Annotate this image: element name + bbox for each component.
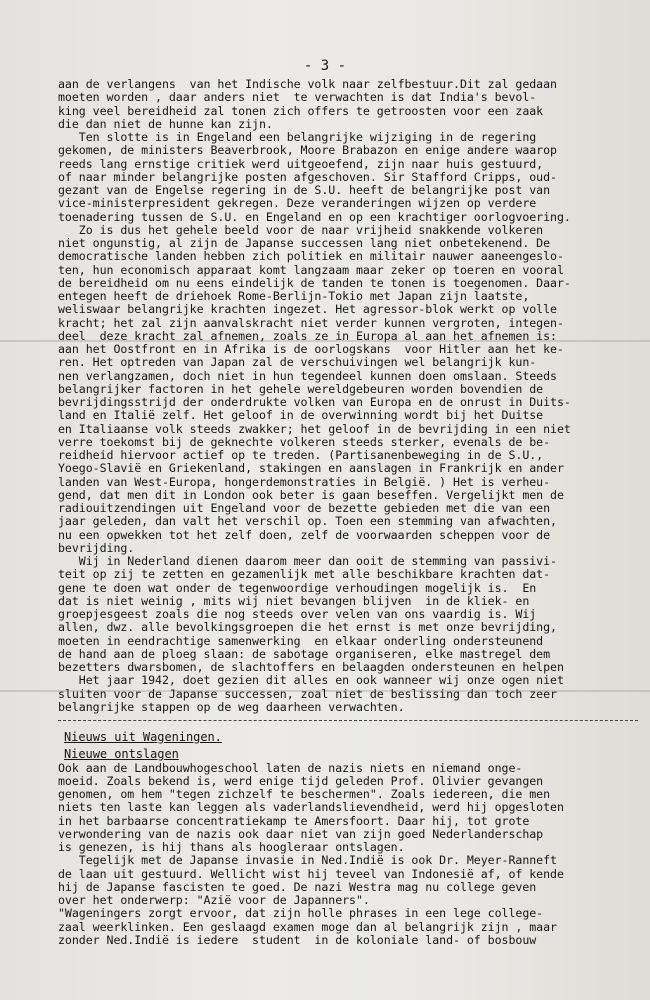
text-line: vice-ministerpresident gekregen. Deze veranderingen wijzen op verdere	[58, 197, 537, 211]
text-line: in het barbaarse concentratiekamp te Amersfoort. Daar hij, tot grote	[58, 814, 530, 828]
text-line: deel deze kracht zal afnemen, zoals ze in Europa al aan het afnemen is:	[58, 329, 557, 343]
text-line: dat is niet weinig , mits wij niet bevangen blijven in de kliek- en	[58, 594, 530, 608]
text-line: niets ten laste kan leggen als vaderlandslievendheid, werd hij opgesloten	[58, 801, 564, 815]
text-line: belangrijker factoren in het gehele wereldgebeuren worden bovendien de	[58, 382, 544, 396]
subsection-heading: Nieuwe ontslagen	[64, 747, 179, 762]
text-line: verwondering van de nazis ook daar niet van zijn goed Nederlanderschap	[58, 827, 544, 841]
page-number: - 3 -	[303, 58, 347, 74]
text-line: radiouitzendingen uit Engeland voor de bezette gebieden met die van een	[58, 502, 551, 515]
text-line: groepjesgeest zoals die nog steeds over velen van ons vaardig is. Wij	[58, 608, 537, 621]
text-line: verre toekomst bij de geknechte volkeren steeds sterker, evenals de be-	[58, 435, 551, 449]
text-line: bevrijding.	[58, 541, 135, 555]
text-line: Ten slotte is in Engeland een belangrijke wijziging in de regering	[58, 131, 537, 144]
text-line: weliswaar belangrijke krachten ingezet. Het agressor-blok werkt op volle	[58, 303, 557, 317]
text-line: en Italiaanse volk steeds zwakker; het geloof in de bevrijding in een niet	[58, 422, 571, 436]
text-line: Wij in Nederland dienen daarom meer dan ooit de stemming van passivi-	[58, 555, 557, 568]
text-line: reeds lang ernstige critiek werd uitgeoefend, zijn naar huis gestuurd,	[58, 157, 544, 171]
text-line: gekomen, de ministers Beaverbrook, Moore Brabazon en enige andere waarop	[58, 144, 557, 158]
text-line: Ook aan de Landbouwhogeschool laten de nazis niets en niemand onge-	[58, 761, 523, 775]
text-line: jaar geleden, dan valt het verschil op. Toen een stemming van afwachten,	[58, 515, 557, 529]
text-line: "Wageningers zorgt ervoor, dat zijn holle phrases in een lege college-	[58, 907, 544, 921]
typed-text	[58, 78, 648, 947]
text-line: allen, dwz. alle bevolkingsgroepen die het ernst is met onze bevrijding,	[58, 621, 557, 635]
text-line: belangrijke stappen op de weg daarheen verwachten.	[58, 700, 405, 714]
main-article	[58, 78, 648, 714]
text-line: gene te doen wat onder de tegenwoordige verhoudingen mogelijk is. En	[58, 581, 537, 595]
text-line: Het jaar 1942, doet gezien dit alles en ook wanneer wij onze ogen niet	[58, 674, 564, 688]
text-line: niet ongunstig, al zijn de Japanse successen lang niet onbetekenend. De	[58, 237, 551, 250]
text-line: bezetters dwarsbomen, de slachtoffers en belaagden ondersteunen en helpen	[58, 661, 564, 674]
text-line: Yoego-Slavië en Griekenland, stakingen en aanslagen in Frankrijk en ander	[58, 462, 564, 476]
wageningen-article	[58, 762, 648, 948]
text-line: zonder Ned.Indië is iedere student in de koloniale land- of bosbouw	[58, 933, 537, 947]
text-line: de hand aan de ploeg slaan: de sabotage organiseren, elke mastregel dem	[58, 647, 551, 661]
text-line: nen verlangzamen, doch niet in hun tegendeel kunnen doen omslaan. Steeds	[58, 369, 557, 383]
text-line: zaal weerklinken. Een geslaagd examen moge dan al belangrijk zijn , maar	[58, 920, 557, 934]
text-line: over het onderwerp: "Azië voor de Japanners".	[58, 894, 370, 907]
text-line: kracht; het zal zijn aanvalskracht niet verder kunnen vergroten, integen-	[58, 316, 564, 330]
text-line: sluiten voor de Japanse successen, zoal niet de beslissing dan toch zeer	[58, 687, 557, 701]
text-line: aan het Oostfront en in Afrika is de oorlogskans voor Hitler aan het ke-	[58, 343, 564, 356]
text-line: genomen, om hem "tegen zichzelf te beschermen". Zoals iedereen, die men	[58, 788, 551, 801]
text-line: de bereidheid om nu eens eindelijk de tanden te tonen is toegenomen. Daar-	[58, 276, 571, 290]
text-line: Zo is dus het gehele beeld voor de naar vrijheid snakkende volkeren	[58, 223, 544, 237]
text-line: moeten worden , daar anders niet te verwachten is dat India's bevol-	[58, 91, 537, 105]
text-line: aan de verlangens van het Indische volk naar zelfbestuur.Dit zal gedaan	[58, 78, 557, 91]
text-line: de laan uit gestuurd. Wellicht wist hij teveel van Indonesië af, of kende	[58, 867, 564, 881]
text-line: is genezen, is hij thans als hoogleraar ontslagen.	[58, 841, 405, 854]
text-line: toenadering tussen de S.U. en Engeland en op een krachtiger oorlogvoering.	[58, 210, 571, 224]
text-line: of naar minder belangrijke posten afgeschoven. Sir Stafford Cripps, oud-	[58, 170, 557, 184]
text-line: bevrijdingsstrijd der onderdrukte volken van Europa en de onrust in Duits-	[58, 396, 571, 409]
text-line: ten, hun economisch apparaat komt langzaam maar zeker op toeren en vooral	[58, 263, 564, 277]
text-line: democratische landen hebben zich politiek en militair nauwer aaneengeslo-	[58, 250, 564, 264]
text-line: ren. Het optreden van Japan zal de verschuivingen wel belangrijk kun-	[58, 356, 537, 370]
text-line: die dan niet de hunne kan zijn.	[58, 117, 273, 131]
text-line: gend, dat men dit in London ook beter is gaan beseffen. Vergelijkt men de	[58, 488, 564, 502]
text-line: reidheid hiervoor actief op te treden. (Partisanenbeweging in de S.U.,	[58, 449, 544, 462]
text-line: king veel bereidheid zal tonen zich offers te getroosten voor een zaak	[58, 104, 544, 118]
section-divider	[58, 720, 638, 721]
text-line: moeid. Zoals bekend is, werd enige tijd geleden Prof. Olivier gevangen	[58, 774, 544, 788]
text-line: teit op zij te zetten en gezamenlijk met alle beschikbare krachten dat-	[58, 568, 551, 582]
section-heading: Nieuws uit Wageningen.	[64, 730, 222, 744]
text-line: Tegelijk met de Japanse invasie in Ned.Indië is ook Dr. Meyer-Ranneft	[58, 854, 557, 868]
text-line: nu een opwekken tot het zelf doen, zelf de voorwaarden scheppen voor de	[58, 528, 551, 542]
text-line: entegen heeft de driehoek Rome-Berlijn-Tokio met Japan zijn laatste,	[58, 290, 530, 303]
text-line: landen van West-Europa, hongerdemonstraties in België. ) Het is verheu-	[58, 475, 551, 489]
text-line: land en Italië zelf. Het geloof in de overwinning wordt bij het Duitse	[58, 409, 544, 423]
text-line: gezant van de Engelse regering in de S.U. heeft de belangrijke post van	[58, 184, 551, 197]
text-line: moeten in eendrachtige samenwerking en elkaar onderling ondersteunend	[58, 634, 544, 648]
text-line: hij de Japanse fascisten te goed. De nazi Westra mag nu college geven	[58, 880, 537, 894]
